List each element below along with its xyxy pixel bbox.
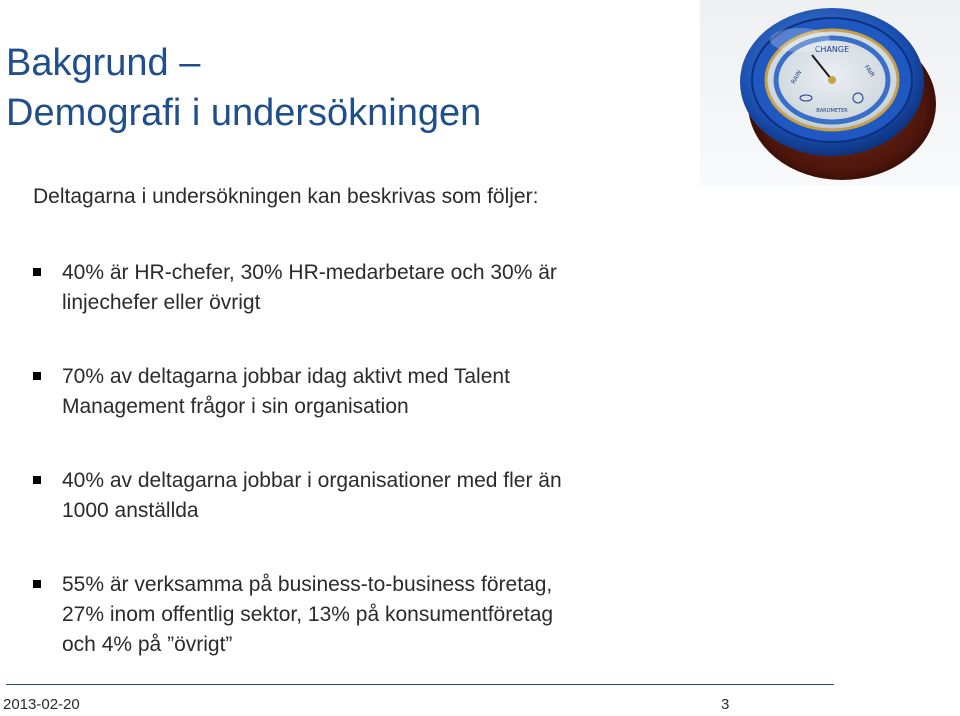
bullet-item — [33, 362, 713, 422]
slide-title — [6, 38, 481, 138]
square-bullet-icon — [33, 268, 41, 276]
barometer-icon — [700, 0, 960, 186]
square-bullet-icon — [33, 580, 41, 588]
svg-text:RAIN: RAIN — [790, 69, 804, 86]
bullet-line: Management frågor i sin organisation — [62, 395, 409, 418]
intro-text: Deltagarna i undersökningen kan beskrivas som följer: — [33, 185, 539, 208]
footer-date: 2013-02-20 — [3, 696, 80, 713]
bullet-line: och 4% på ”övrigt” — [62, 633, 233, 656]
bullet-item — [33, 570, 713, 660]
bullet-item — [33, 466, 713, 526]
bullet-line: 55% är verksamma på business-to-business företag, — [62, 573, 553, 596]
bullet-line: 1000 anställda — [62, 499, 199, 522]
bullet-line: 40% av deltagarna jobbar i organisationer med fler än — [62, 469, 562, 492]
bullet-text — [62, 466, 713, 526]
bullet-text — [62, 258, 713, 318]
svg-text:BAROMETER: BAROMETER — [816, 108, 848, 114]
bullet-text — [62, 362, 713, 422]
bullet-line: 70% av deltagarna jobbar idag aktivt med Talent — [62, 365, 510, 388]
bullet-list — [33, 258, 713, 660]
footer-divider — [6, 684, 834, 685]
svg-text:FAIR: FAIR — [862, 63, 876, 79]
square-bullet-icon — [33, 372, 41, 380]
bullet-text — [62, 570, 713, 660]
bullet-item — [33, 258, 713, 318]
title-line-1: Bakgrund – — [6, 42, 201, 84]
bullet-line: 27% inom offentlig sektor, 13% på konsumentföretag — [62, 603, 554, 626]
title-line-2: Demografi i undersökningen — [6, 92, 482, 134]
page-number: 3 — [721, 696, 730, 713]
bullet-line: 40% är HR-chefer, 30% HR-medarbetare och 30% är — [62, 261, 557, 284]
bullet-line: linjechefer eller övrigt — [62, 291, 261, 314]
square-bullet-icon — [33, 476, 41, 484]
svg-text:CHANGE: CHANGE — [814, 45, 850, 54]
